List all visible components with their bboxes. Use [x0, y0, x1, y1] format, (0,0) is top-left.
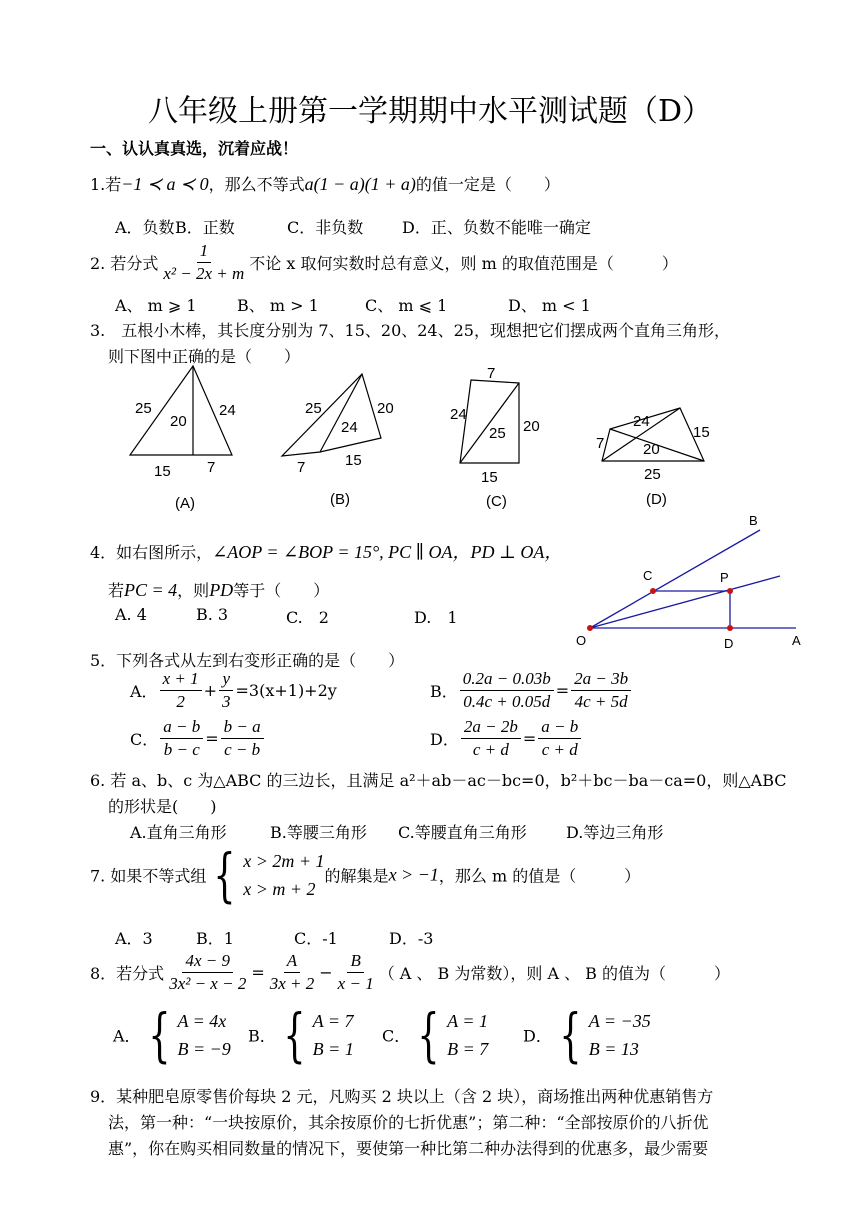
fig-a-label-20: 20 [170, 413, 187, 430]
q5-option-d [430, 716, 583, 761]
fig-c-label-25: 25 [489, 425, 506, 442]
q5-d-frac-right [538, 716, 581, 761]
q7-brace: { [213, 841, 236, 909]
q5-c-frac-left [160, 716, 203, 761]
q8-c-system [410, 1001, 489, 1069]
q6-option-d: D.等边三角形 [566, 823, 664, 842]
q7-row-1: x > 2m + 1 [243, 851, 325, 871]
q4-option-d: D. 1 [414, 608, 458, 627]
fig-d-label-24: 24 [633, 413, 650, 430]
q5-a-rhs: =3(x+1)+2y [235, 681, 337, 700]
q6-option-b: B.等腰三角形 [270, 823, 367, 842]
fig-c-caption: (C) [486, 493, 507, 510]
q8-option-b [248, 1001, 354, 1069]
q5-d-right-den: c + d [541, 740, 578, 759]
fig-c-label-15: 15 [481, 469, 498, 486]
q2-option-b: B、 m > 1 [237, 296, 319, 315]
ray-ob [590, 530, 760, 628]
q4-condition: ∠AOP = ∠BOP = 15°, PC ∥ OA，PD ⊥ OA， [212, 542, 563, 562]
q2-fraction [160, 240, 247, 285]
q8-a-num: A [284, 950, 300, 973]
q8-a-system [141, 1001, 231, 1069]
q4-if: 若 [108, 581, 125, 600]
q2-denominator: x² − 2x + m [163, 264, 245, 283]
q9-line-3: 惠”，你在购买相同数量的情况下，要使第一种比第二种办法得到的优惠多，最少需要 [108, 1139, 709, 1158]
q5-c-left-num: a − b [160, 716, 203, 739]
q8-d-row-1: A = −35 [588, 1011, 651, 1031]
q8-option-d [523, 1001, 651, 1069]
q8-d-brace: { [559, 1001, 582, 1069]
q8-a-den: 3x + 2 [269, 974, 315, 993]
fig-c-label-20: 20 [523, 418, 540, 435]
q8-frac-a [267, 950, 318, 995]
q7-option-b: B．1 [196, 929, 234, 948]
q1-expression: a(1 − a)(1 + a) [304, 174, 416, 194]
q1-mid: ，那么不等式 [208, 175, 305, 194]
q8-a-label: A． [113, 1026, 141, 1046]
q4-option-c: C. 2 [286, 608, 329, 627]
q4-tail: 等于（ ） [233, 581, 330, 600]
q7-row-2: x > m + 2 [243, 879, 316, 899]
q5-c-frac-right [221, 716, 264, 761]
label-d: D [724, 636, 734, 651]
q8-b-den: x − 1 [337, 974, 374, 993]
label-c: C [643, 568, 653, 583]
q5-d-frac-left [461, 716, 521, 761]
q5-b-frac-right [571, 668, 631, 713]
fig-d-label-15: 15 [693, 424, 710, 441]
q1-option-d: D．正、负数不能唯一确定 [402, 218, 591, 237]
q8-c-row-1: A = 1 [447, 1011, 488, 1031]
q8-d-row-2: B = 13 [588, 1039, 639, 1059]
point-p [727, 588, 733, 594]
q8-a-row-2: B = −9 [177, 1039, 231, 1059]
point-o [587, 625, 593, 631]
page-title: 八年级上册第一学期期中水平测试题（D） [147, 94, 713, 129]
q4-pc: PC = 4 [124, 580, 178, 600]
q5-c-equals: = [205, 729, 219, 748]
fig-c-label-24: 24 [450, 406, 467, 423]
q8-c-label: C． [382, 1026, 411, 1046]
q4-line-1 [90, 538, 562, 564]
q8-left-den: 3x² − x − 2 [169, 974, 247, 993]
q8-b-num: B [347, 950, 363, 973]
q8-b-label: B． [248, 1026, 276, 1046]
fig-a-caption: (A) [175, 495, 195, 512]
q5-b-right-den: 4c + 5d [574, 692, 628, 711]
fig-d-label-7: 7 [596, 435, 605, 452]
label-b: B [749, 513, 758, 528]
q8-d-label: D． [523, 1026, 552, 1046]
q5-d-label: D． [430, 730, 459, 749]
q4-option-a: A. 4 [115, 605, 147, 624]
q8-left-num: 4x − 9 [182, 950, 233, 973]
q7-option-a: A．3 [115, 929, 153, 948]
q3-line-1: 3. 五根小木棒，其长度分别为 7、15、20、24、25，现想把它们摆成两个直角三角形， [90, 321, 730, 340]
q8-b-brace: { [283, 1001, 306, 1069]
q1-condition: −1 ≺ a ≺ 0 [121, 174, 209, 194]
q7-tail-1: 的解集是 [324, 866, 389, 886]
q7-lead: 7. 如果不等式组 [90, 866, 207, 886]
q2-numerator: 1 [197, 240, 212, 263]
q5-a-plus: + [203, 681, 217, 700]
q9-line-1: 9．某种肥皂原零售价每块 2 元，凡购买 2 块以上（含 2 块），商场推出两种优惠销售方 [90, 1087, 714, 1106]
question-8 [90, 950, 730, 995]
q1-lead: 1.若 [90, 175, 122, 194]
q5-a-f1-den: 2 [176, 692, 185, 711]
q8-tail: （ A 、 B 为常数），则 A 、 B 的值为（ ） [378, 964, 731, 983]
q5-a-frac-1 [160, 668, 202, 713]
q5-a-f2-num: y [219, 668, 233, 691]
q4-then: ，则 [177, 581, 210, 600]
q5-c-right-den: c − b [224, 740, 261, 759]
q9-line-2: 法，第一种：“一块按原价，其余按原价的七折优惠”；第二种：“全部按原价的八折优 [108, 1113, 709, 1132]
q8-b-system [276, 1001, 354, 1069]
q5-option-b [430, 668, 633, 713]
q2-tail: 不论 x 取何实数时总有意义，则 m 的取值范围是（ ） [249, 254, 678, 273]
q3-figures [0, 360, 860, 520]
ray-op [590, 576, 780, 628]
q6-line-1: 6. 若 a、b、c 为△ABC 的三边长，且满足 a²＋ab－ac－bc=0，b²＋bc－ba－ca=0，则△ABC [90, 771, 787, 790]
question-1 [90, 172, 560, 195]
label-p: P [720, 570, 729, 585]
fig-d-label-20: 20 [643, 441, 660, 458]
fig-b-label-20: 20 [377, 400, 394, 417]
fig-b-caption: (B) [330, 491, 350, 508]
point-c [650, 588, 656, 594]
q8-a-brace: { [147, 1001, 171, 1069]
q1-option-a: A．负数 [115, 218, 175, 237]
q7-solution: x > −1 [388, 864, 439, 885]
q5-b-left-num: 0.2a − 0.03b [460, 668, 554, 691]
q5-a-f2-den: 3 [222, 692, 231, 711]
q5-d-left-den: c + d [472, 740, 509, 759]
fig-b-label-25: 25 [305, 400, 322, 417]
q5-c-left-den: b − c [163, 740, 200, 759]
q8-minus: − [319, 963, 333, 982]
q8-frac-b [335, 950, 377, 995]
q7-system [206, 841, 325, 909]
fig-d-label-25: 25 [644, 466, 661, 483]
q5-stem: 5．下列各式从左到右变形正确的是（ ） [90, 651, 405, 670]
q2-option-d: D、 m < 1 [508, 296, 591, 315]
q5-b-equals: = [555, 681, 570, 700]
fig-a-label-24: 24 [219, 402, 236, 419]
q8-c-row-2: B = 7 [447, 1039, 489, 1059]
fig-d-caption: (D) [646, 491, 667, 508]
label-a: A [792, 633, 801, 648]
q8-c-brace: { [417, 1001, 440, 1069]
q7-tail-2: ，那么 m 的值是（ ） [438, 866, 641, 886]
q6-option-c: C.等腰直角三角形 [398, 823, 527, 842]
fig-b-label-7: 7 [297, 459, 306, 476]
q8-equals: = [251, 963, 265, 982]
q8-b-row-2: B = 1 [312, 1039, 354, 1059]
q8-option-a [113, 1001, 231, 1069]
fig-a-label-25: 25 [135, 400, 152, 417]
q4-figure [560, 505, 850, 655]
q4-option-b: B. 3 [196, 605, 229, 624]
fig-b-label-24: 24 [341, 419, 358, 436]
q2-option-a: A、 m ⩾ 1 [115, 296, 197, 315]
label-o: O [576, 633, 587, 648]
q5-option-c [130, 716, 266, 761]
section-heading: 一、认认真真选，沉着应战！ [90, 139, 299, 158]
q3-line-2: 则下图中正确的是（ ） [108, 347, 301, 366]
q5-c-label: C． [130, 730, 159, 749]
q7-option-d: D．-3 [389, 929, 434, 948]
figure-c [460, 380, 519, 463]
fig-c-label-7: 7 [487, 365, 496, 382]
q4-pd: PD [209, 580, 234, 600]
fig-a-label-7: 7 [207, 459, 216, 476]
q5-option-a [130, 668, 337, 713]
fig-b-label-15: 15 [345, 452, 362, 469]
q1-option-c: C．非负数 [287, 218, 364, 237]
question-2 [90, 240, 678, 285]
q1-option-b: B．正数 [175, 218, 235, 237]
q6-option-a: A.直角三角形 [130, 823, 227, 842]
q2-lead: 2. 若分式 [90, 254, 159, 273]
q5-a-frac-2 [219, 668, 234, 713]
q2-option-c: C、 m ⩽ 1 [365, 296, 448, 315]
q4-line-2 [108, 578, 329, 601]
q5-d-right-num: a − b [538, 716, 581, 739]
q5-a-label: A． [130, 682, 158, 701]
fig-a-label-15: 15 [154, 463, 171, 480]
q7-option-c: C．-1 [294, 929, 338, 948]
q8-a-row-1: A = 4x [177, 1011, 227, 1031]
q8-d-system [552, 1001, 651, 1069]
q5-b-right-num: 2a − 3b [571, 668, 631, 691]
q5-d-left-num: 2a − 2b [461, 716, 521, 739]
q5-b-frac-left [460, 668, 554, 713]
q8-b-row-1: A = 7 [312, 1011, 354, 1031]
q1-tail: 的值一定是（ ） [415, 175, 560, 194]
q5-b-label: B． [430, 682, 458, 701]
q5-c-right-num: b − a [221, 716, 264, 739]
q6-line-2: 的形状是( ) [108, 797, 217, 816]
q8-frac-left [166, 950, 249, 995]
q5-d-equals: = [522, 729, 537, 748]
q8-lead: 8．若分式 [90, 964, 165, 983]
q8-option-c [382, 1001, 489, 1069]
figure-b [282, 374, 381, 456]
q4-lead: 4．如右图所示， [90, 543, 213, 562]
q5-b-left-den: 0.4c + 0.05d [463, 692, 551, 711]
q5-a-f1-num: x + 1 [160, 668, 202, 691]
question-7 [90, 841, 641, 909]
point-d [727, 625, 733, 631]
